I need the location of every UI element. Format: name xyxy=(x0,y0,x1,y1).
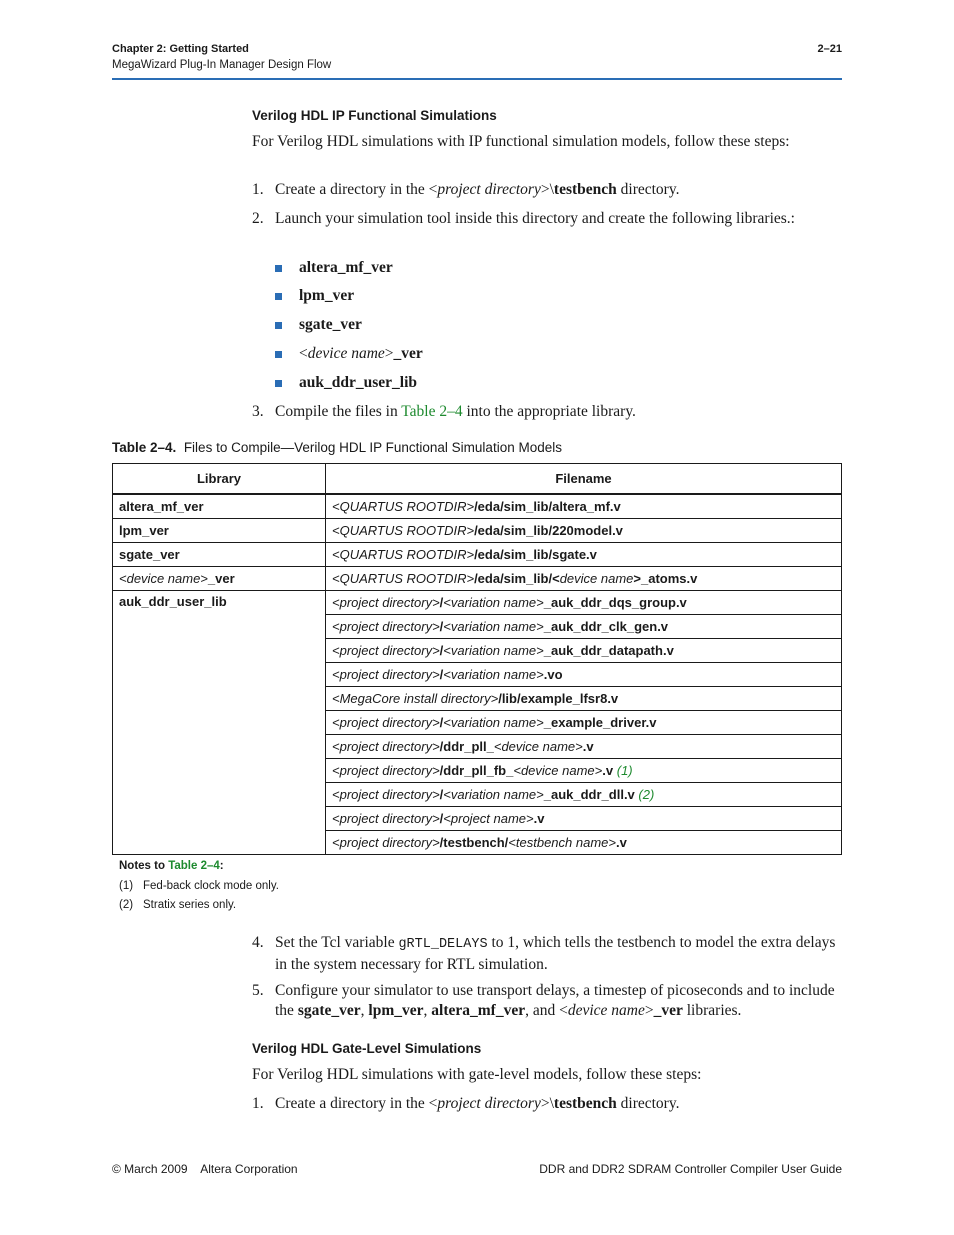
bullet-square-icon xyxy=(275,351,282,358)
table-link[interactable]: Table 2–4 xyxy=(401,403,463,420)
filename-cell: <QUARTUS ROOTDIR>/eda/sim_lib/<device name>_atoms.v xyxy=(326,567,842,591)
filename-cell: <project directory>/ddr_pll_fb_<device name>.v (1) xyxy=(326,759,842,783)
step-text: Compile the files in Table 2–4 into the appropriate library. xyxy=(275,403,636,420)
heading-ip-functional-sim: Verilog HDL IP Functional Simulations xyxy=(252,108,497,123)
filename-cell: <project directory>/<variation name>.vo xyxy=(326,663,842,687)
table-caption: Table 2–4. Files to Compile—Verilog HDL IP Functional Simulation Models xyxy=(112,440,562,455)
library-cell: auk_ddr_user_lib xyxy=(113,591,326,855)
library-cell: altera_mf_ver xyxy=(113,494,326,519)
page-header xyxy=(112,42,842,80)
bullet-square-icon xyxy=(275,293,282,300)
step-number: 3. xyxy=(252,403,264,420)
filename-cell: <project directory>/<variation name>_auk_ddr_dqs_group.v xyxy=(326,591,842,615)
table-link[interactable]: Table 2–4 xyxy=(168,860,220,872)
filename-cell: <QUARTUS ROOTDIR>/eda/sim_lib/altera_mf.v xyxy=(326,494,842,519)
bullet-square-icon xyxy=(275,265,282,272)
step-number: 1. xyxy=(252,1095,264,1112)
step-text: Set the Tcl variable gRTL_DELAYS to 1, which tells the testbench to model the extra delays in the system necessary for RTL simulation. xyxy=(275,934,836,973)
intro-paragraph: For Verilog HDL simulations with IP functional simulation models, follow these steps: xyxy=(252,133,790,150)
step-text: Create a directory in the <project directory>\testbench directory. xyxy=(275,181,680,198)
filename-cell: <MegaCore install directory>/lib/example_lfsr8.v xyxy=(326,687,842,711)
filename-cell: <QUARTUS ROOTDIR>/eda/sim_lib/220model.v xyxy=(326,519,842,543)
bullet-square-icon xyxy=(275,322,282,329)
footer-document-title: DDR and DDR2 SDRAM Controller Compiler User Guide xyxy=(539,1162,842,1176)
library-name: auk_ddr_user_lib xyxy=(299,374,418,391)
footer-copyright: © March 2009 Altera Corporation xyxy=(112,1162,298,1176)
step-text: Create a directory in the <project directory>\testbench directory. xyxy=(275,1095,680,1112)
filename-cell: <project directory>/ddr_pll_<device name>.v xyxy=(326,735,842,759)
intro-paragraph: For Verilog HDL simulations with gate-level models, follow these steps: xyxy=(252,1066,702,1083)
library-cell: sgate_ver xyxy=(113,543,326,567)
step-number: 2. xyxy=(252,210,264,227)
library-name: sgate_ver xyxy=(299,316,362,333)
column-header-library: Library xyxy=(113,464,326,495)
filename-cell: <project directory>/<variation name>_example_driver.v xyxy=(326,711,842,735)
filename-cell: <project directory>/<variation name>_auk_ddr_datapath.v xyxy=(326,639,842,663)
note-reference[interactable]: (2) xyxy=(638,787,655,802)
table-row xyxy=(113,591,842,615)
filename-cell: <project directory>/<project name>.v xyxy=(326,807,842,831)
table-row xyxy=(113,543,842,567)
filename-cell: <project directory>/<variation name>_auk_ddr_clk_gen.v xyxy=(326,615,842,639)
table-header-row xyxy=(113,464,842,495)
notes-title: Notes to Table 2–4: xyxy=(119,860,224,872)
filename-cell: <project directory>/<variation name>_auk_ddr_dll.v (2) xyxy=(326,783,842,807)
step-text: Configure your simulator to use transport delays, a timestep of picoseconds and to include the sgate_ver, lpm_ver, altera_mf_ver, and <device name>_ver libraries. xyxy=(275,982,835,1019)
step-number: 1. xyxy=(252,181,264,198)
step-number: 5. xyxy=(252,982,264,999)
filename-cell: <QUARTUS ROOTDIR>/eda/sim_lib/sgate.v xyxy=(326,543,842,567)
heading-gate-level-sim: Verilog HDL Gate-Level Simulations xyxy=(252,1041,482,1056)
library-name: altera_mf_ver xyxy=(299,259,393,276)
files-table xyxy=(112,463,842,855)
library-cell: lpm_ver xyxy=(113,519,326,543)
section-title: MegaWizard Plug-In Manager Design Flow xyxy=(112,59,332,71)
note-reference[interactable]: (1) xyxy=(616,763,633,778)
filename-cell: <project directory>/testbench/<testbench name>.v xyxy=(326,831,842,855)
column-header-filename: Filename xyxy=(326,464,842,495)
chapter-title: Chapter 2: Getting Started xyxy=(112,43,249,55)
table-row xyxy=(113,519,842,543)
table-row xyxy=(113,494,842,519)
library-name: lpm_ver xyxy=(299,287,355,304)
code-variable: gRTL_DELAYS xyxy=(398,937,488,952)
library-name: <device name>_ver xyxy=(299,345,423,362)
library-cell: <device name>_ver xyxy=(113,567,326,591)
page-number: 2–21 xyxy=(817,43,842,55)
bullet-square-icon xyxy=(275,380,282,387)
table-row xyxy=(113,567,842,591)
step-number: 4. xyxy=(252,934,264,951)
step-text: Launch your simulation tool inside this directory and create the following libraries.: xyxy=(275,210,795,227)
